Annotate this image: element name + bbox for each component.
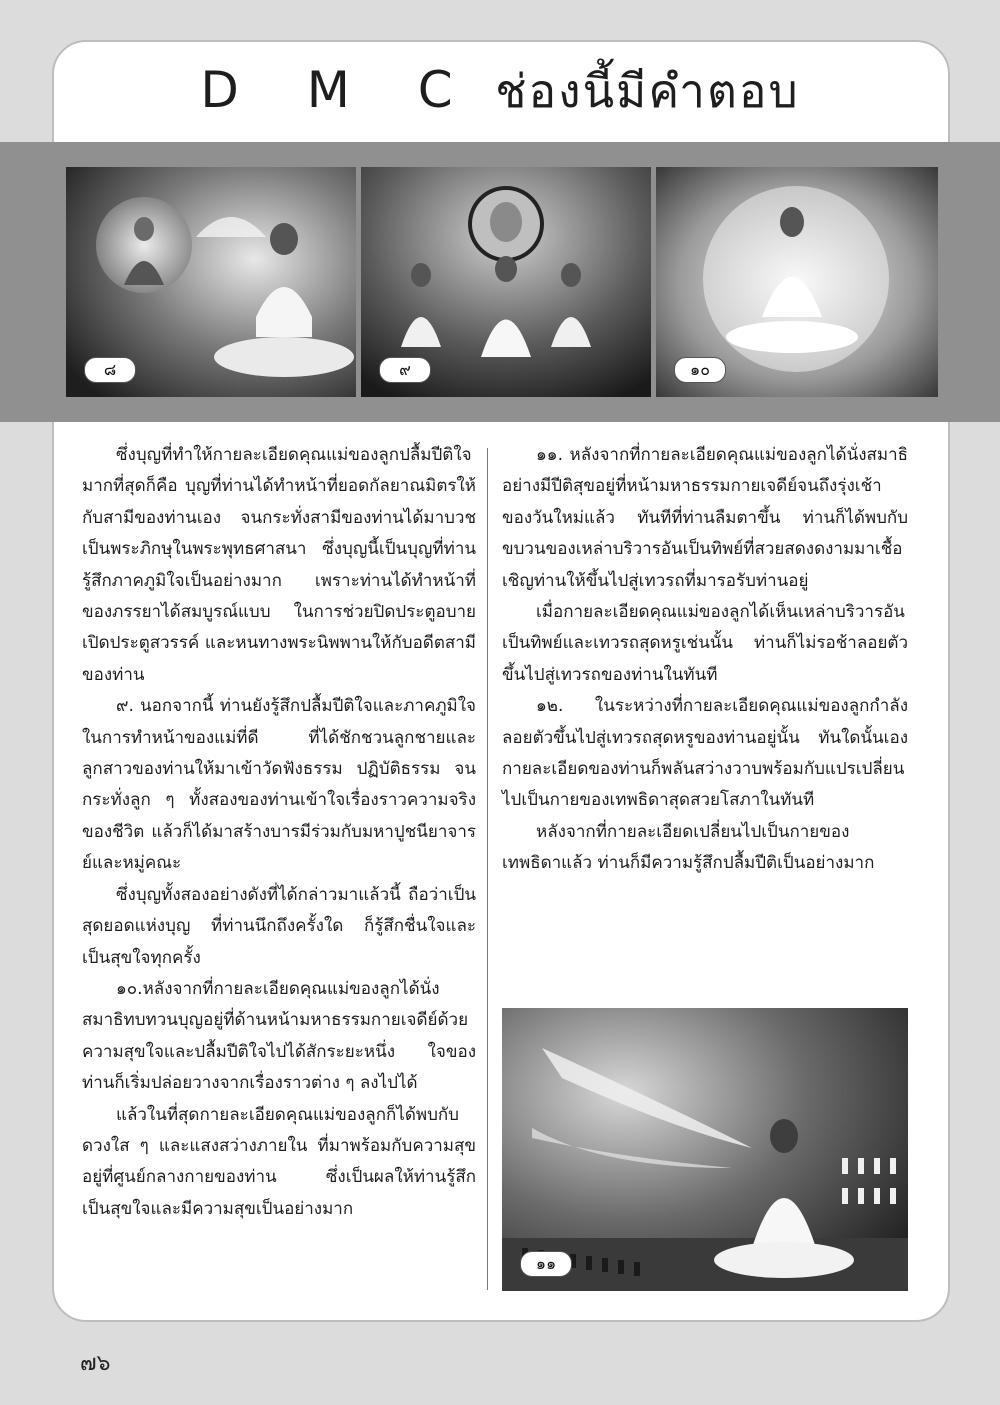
page-number: ๗๖: [80, 1351, 111, 1376]
illustration-panel-8: [66, 167, 356, 397]
paragraph: ๑๒. ในระหว่างที่กายละเอียดคุณแม่ของลูกกำลังลอยตัวขึ้นไปสู่เทวรถสุดหรูของท่านอยู่นั้น ทันใดนั้นเองกายละเอียดของท่านก็พลันสว่างวาบพร้อมกับแปรเปลี่ยนไปเป็นกายของเทพธิดาสุดสวยโสภาในทันที: [502, 696, 908, 811]
paragraph: แล้วในที่สุดกายละเอียดคุณแม่ของลูกก็ได้พบกับดวงใส ๆ และแสงสว่างภายใน ที่มาพร้อมกับความสุขอยู่ที่ศูนย์กลางกายของท่าน ซึ่งเป็นผลให้ท่านรู้สึกเป็นสุขใจและมีความสุขเป็นอย่างมาก: [82, 1104, 476, 1219]
paragraph: ซึ่งบุญที่ทำให้กายละเอียดคุณแม่ของลูกปลื้มปีติใจมากที่สุดก็คือ บุญที่ท่านได้ทำหน้าที่ยอดกัลยาณมิตรให้กับสามีของท่านเอง จนกระทั่งสามีของท่านได้มาบวชเป็นพระภิกษุในพระพุทธศาสนา ซึ่งบุญนี้เป็นบุญที่ท่านรู้สึกภาคภูมิใจเป็นอย่างมาก เพราะท่านได้ทำหน้าที่ของภรรยาได้สมบูรณ์แบบ ในการช่วยปิดประตูอบาย เปิดประตูสวรรค์ และหนทางพระนิพพานให้กับอดีตสามีของท่าน: [82, 445, 476, 685]
illustration-panel-9: [361, 167, 651, 397]
left-column: [82, 440, 476, 1225]
paragraph: ๑๑. หลังจากที่กายละเอียดคุณแม่ของลูกได้นั่งสมาธิอย่างมีปีติสุขอยู่ที่หน้ามหาธรรมกายเจดีย์จนถึงรุ่งเช้าของวันใหม่แล้ว ทันทีที่ท่านลืมตาขึ้น ท่านก็ได้พบกับขบวนของเหล่าบริวารอันเป็นทิพย์ที่สวยสดงดงามมาเชื้อเชิญท่านให้ขึ้นไปสู่เทวรถที่มารอรับท่านอยู่: [502, 445, 908, 591]
paragraph: ๙. นอกจากนี้ ท่านยังรู้สึกปลื้มปีติใจและภาคภูมิใจในการทำหน้าของแม่ที่ดี ที่ได้ชักชวนลูกชายและลูกสาวของท่านให้มาเข้าวัดฟังธรรม ปฏิบัติธรรม จนกระทั่งลูก ๆ ทั้งสองของท่านเข้าใจเรื่องราวความจริงของชีวิต แล้วก็ได้มาสร้างบารมีร่วมกับมหาปูชนียาจารย์และหมู่คณะ: [82, 696, 476, 874]
paragraph: เมื่อกายละเอียดคุณแม่ของลูกได้เห็นเหล่าบริวารอันเป็นทิพย์และเทวรถสุดหรูเช่นนั้น ท่านก็ไม่รอช้าลอยตัวขึ้นไปสู่เทวรถของท่านในทันที: [502, 602, 908, 685]
figure-badge: ๑๑: [520, 1251, 572, 1277]
right-column: [502, 440, 908, 880]
paragraph: ๑๐.หลังจากที่กายละเอียดคุณแม่ของลูกได้นั่งสมาธิทบทวนบุญอยู่ที่ด้านหน้ามหาธรรมกายเจดีย์ด้วยความสุขใจและปลื้มปีติใจไปได้สักระยะหนึ่ง ใจของท่านก็เริ่มปล่อยวางจากเรื่องราวต่าง ๆ ลงไปได้: [82, 978, 476, 1094]
illustration-panel-10: [656, 167, 938, 397]
paragraph: ซึ่งบุญทั้งสองอย่างดังที่ได้กล่าวมาแล้วนี้ ถือว่าเป็นสุดยอดแห่งบุญ ที่ท่านนึกถึงครั้งใด ก็รู้สึกชื่นใจและเป็นสุขใจทุกครั้ง: [82, 884, 476, 968]
column-divider: [487, 448, 488, 1290]
figure-badge: ๘: [84, 357, 136, 383]
title-latin: D M C: [200, 61, 479, 119]
figure-badge: ๑๐: [674, 357, 726, 383]
paragraph: หลังจากที่กายละเอียดเปลี่ยนไปเป็นกายของเทพธิดาแล้ว ท่านก็มีความรู้สึกปลื้มปีติเป็นอย่างมาก: [502, 821, 875, 874]
title-thai: ช่องนี้มีคำตอบ: [495, 64, 800, 118]
illustration-panel-11: [502, 1008, 908, 1291]
figure-badge: ๙: [379, 357, 431, 383]
page-title: [0, 50, 1000, 130]
celestial-procession-illustration: [502, 1008, 908, 1291]
